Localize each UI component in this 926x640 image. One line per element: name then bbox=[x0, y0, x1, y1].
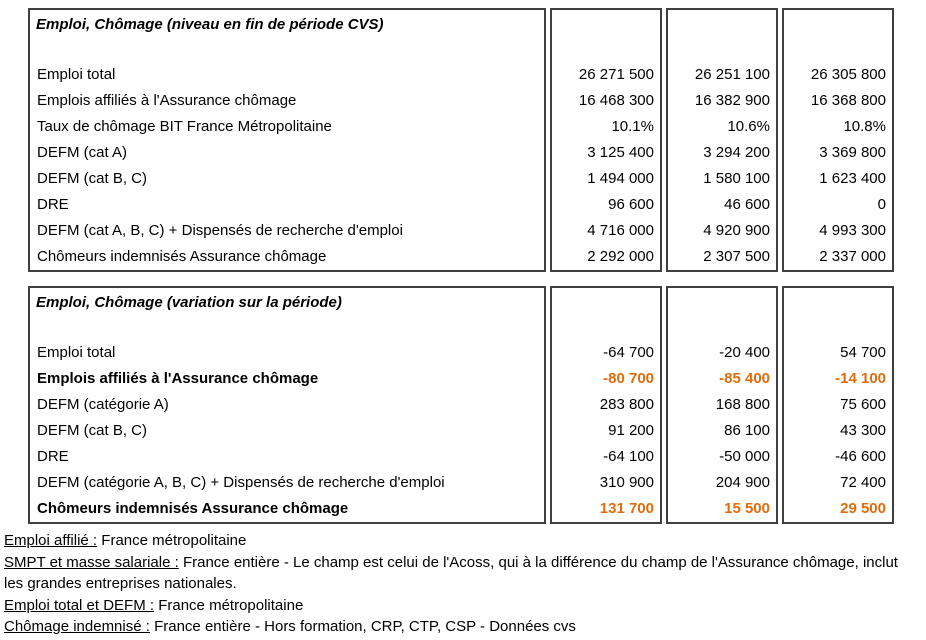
value-cell: 1 580 100 bbox=[703, 170, 770, 187]
footnote-text: France entière - Hors formation, CRP, CTP, CSP - Données cvs bbox=[154, 618, 576, 635]
row-label: Emploi total bbox=[37, 66, 116, 83]
value-cell: 43 300 bbox=[840, 422, 886, 439]
value-cell: -64 100 bbox=[603, 448, 654, 465]
value-cell: 72 400 bbox=[840, 474, 886, 491]
blank-cell bbox=[30, 40, 544, 62]
row-label: Taux de chômage BIT France Métropolitaine bbox=[37, 118, 332, 135]
row-label: DEFM (catégorie A, B, C) + Dispensés de recherche d'emploi bbox=[37, 474, 445, 491]
row-label: DEFM (catégorie A) bbox=[37, 396, 169, 413]
value-cell: 4 716 000 bbox=[587, 222, 654, 239]
value-cell: 1 494 000 bbox=[587, 170, 654, 187]
value-cell: 16 468 300 bbox=[578, 92, 654, 109]
value-cell: 3 294 200 bbox=[703, 144, 770, 161]
value-cell: 15 500 bbox=[724, 500, 770, 517]
blank-cell bbox=[668, 318, 776, 340]
table-value-column-3 bbox=[782, 286, 894, 524]
footnote-label: Chômage indemnisé : bbox=[4, 618, 150, 635]
value-cell: 16 368 800 bbox=[810, 92, 886, 109]
blank-cell bbox=[784, 318, 892, 340]
footnote-label: SMPT et masse salariale : bbox=[4, 553, 179, 571]
value-cell: 1 623 400 bbox=[819, 170, 886, 187]
footnote-label: Emploi affilié : bbox=[4, 532, 98, 549]
row-label: DEFM (cat B, C) bbox=[37, 422, 148, 439]
table-value-column-2 bbox=[666, 8, 778, 272]
table-value-column-1 bbox=[550, 8, 662, 272]
value-cell: 2 292 000 bbox=[587, 248, 654, 265]
value-cell: 86 100 bbox=[724, 422, 770, 439]
table-variation-periode bbox=[28, 286, 896, 524]
value-cell: 10.8% bbox=[843, 118, 886, 135]
value-cell: 3 369 800 bbox=[819, 144, 886, 161]
value-cell: 96 600 bbox=[608, 196, 654, 213]
value-cell: 10.1% bbox=[611, 118, 654, 135]
blank-header-cell bbox=[784, 288, 892, 318]
value-cell: 10.6% bbox=[727, 118, 770, 135]
value-cell: 16 382 900 bbox=[694, 92, 770, 109]
table-value-column-2 bbox=[666, 286, 778, 524]
row-label: Emplois affiliés à l'Assurance chômage bbox=[37, 370, 319, 387]
footnote-emploi-affilie bbox=[4, 530, 920, 552]
footnote-text: France métropolitaine bbox=[101, 532, 247, 549]
row-label: DEFM (cat A) bbox=[37, 144, 128, 161]
value-cell: 26 305 800 bbox=[810, 66, 886, 83]
value-cell: -14 100 bbox=[835, 370, 886, 387]
row-label: Chômeurs indemnisés Assurance chômage bbox=[37, 500, 349, 517]
blank-header-cell bbox=[784, 10, 892, 40]
value-cell: 26 251 100 bbox=[694, 66, 770, 83]
table-label-column bbox=[28, 286, 546, 524]
table-title: Emploi, Chômage (variation sur la période) bbox=[36, 294, 342, 311]
row-label: DRE bbox=[37, 196, 69, 213]
table-value-column-3 bbox=[782, 8, 894, 272]
value-cell: 46 600 bbox=[724, 196, 770, 213]
value-cell: 2 307 500 bbox=[703, 248, 770, 265]
blank-cell bbox=[552, 40, 660, 62]
value-cell: 0 bbox=[877, 196, 886, 213]
footnote-text: France métropolitaine bbox=[158, 596, 304, 614]
footnote-chomage-indemnise bbox=[4, 616, 920, 638]
blank-header-cell bbox=[552, 10, 660, 40]
value-cell: 75 600 bbox=[840, 396, 886, 413]
blank-cell bbox=[30, 318, 544, 340]
row-label: Chômeurs indemnisés Assurance chômage bbox=[37, 248, 327, 265]
table-value-column-1 bbox=[550, 286, 662, 524]
footnote-smpt-masse-salariale bbox=[4, 552, 920, 595]
value-cell: 204 900 bbox=[715, 474, 770, 491]
value-cell: 29 500 bbox=[840, 500, 886, 517]
row-label: DEFM (cat A, B, C) + Dispensés de recherche d'emploi bbox=[37, 222, 403, 239]
value-cell: 26 271 500 bbox=[578, 66, 654, 83]
value-cell: -85 400 bbox=[719, 370, 770, 387]
value-cell: -80 700 bbox=[603, 370, 654, 387]
row-label: Emplois affiliés à l'Assurance chômage bbox=[37, 92, 297, 109]
value-cell: 131 700 bbox=[599, 500, 654, 517]
value-cell: 283 800 bbox=[599, 396, 654, 413]
value-cell: 91 200 bbox=[608, 422, 654, 439]
row-label: DRE bbox=[37, 448, 69, 465]
value-cell: 2 337 000 bbox=[819, 248, 886, 265]
footnote-text: France entière - Le champ est celui de l'Acoss, qui à la différence du champ de l'Assurance chômage, inclut les grandes entreprises nationales. bbox=[4, 553, 898, 592]
value-cell: 310 900 bbox=[599, 474, 654, 491]
value-cell: 3 125 400 bbox=[587, 144, 654, 161]
blank-header-cell bbox=[668, 288, 776, 318]
table-niveau-fin-de-periode bbox=[28, 8, 896, 272]
blank-cell bbox=[784, 40, 892, 62]
blank-cell bbox=[668, 40, 776, 62]
value-cell: 4 920 900 bbox=[703, 222, 770, 239]
blank-cell bbox=[552, 318, 660, 340]
value-cell: -50 000 bbox=[719, 448, 770, 465]
value-cell: -64 700 bbox=[603, 344, 654, 361]
footnote-emploi-total-defm bbox=[4, 595, 920, 617]
value-cell: 168 800 bbox=[715, 396, 770, 413]
table-title: Emploi, Chômage (niveau en fin de période CVS) bbox=[36, 16, 384, 33]
value-cell: -46 600 bbox=[835, 448, 886, 465]
value-cell: -20 400 bbox=[719, 344, 770, 361]
row-label: DEFM (cat B, C) bbox=[37, 170, 148, 187]
blank-header-cell bbox=[552, 288, 660, 318]
value-cell: 4 993 300 bbox=[819, 222, 886, 239]
value-cell: 54 700 bbox=[840, 344, 886, 361]
table-label-column bbox=[28, 8, 546, 272]
blank-header-cell bbox=[668, 10, 776, 40]
footnote-label: Emploi total et DEFM : bbox=[4, 596, 155, 614]
footnotes bbox=[4, 530, 920, 638]
row-label: Emploi total bbox=[37, 344, 116, 361]
